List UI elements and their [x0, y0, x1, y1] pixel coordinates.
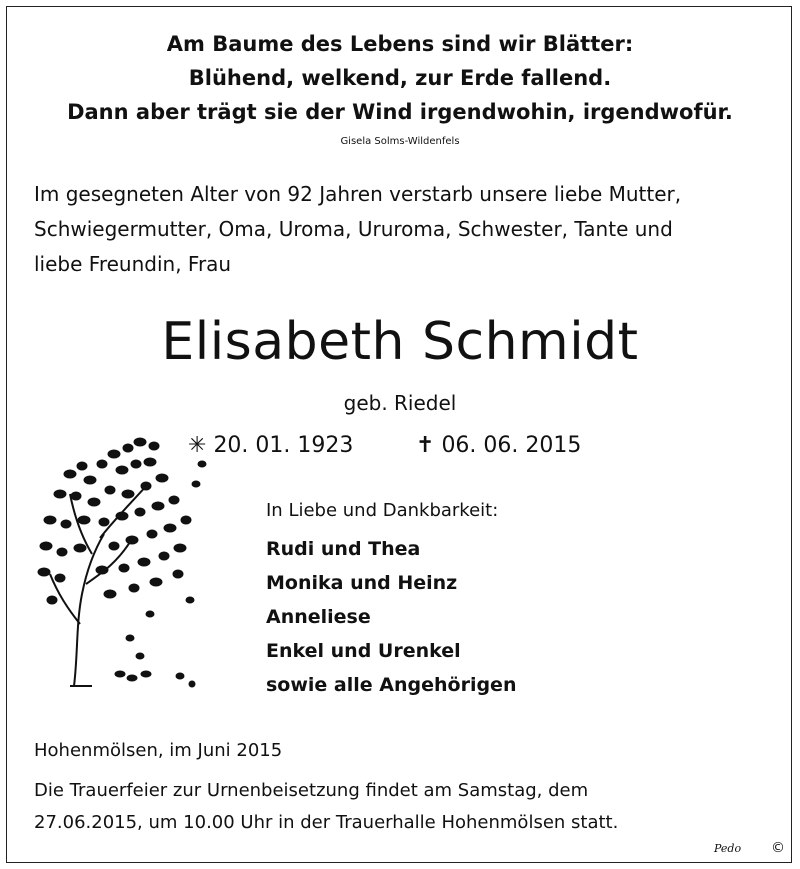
- intro-line-2: Schwiegermutter, Oma, Uroma, Ururoma, Schwester, Tante und: [34, 217, 673, 241]
- deceased-name: Elisabeth Schmidt: [161, 312, 639, 372]
- birth-star-icon: ✳: [188, 433, 207, 458]
- mourner-name: Rudi und Thea: [266, 538, 421, 560]
- maiden-name: geb. Riedel: [343, 391, 457, 415]
- designer-signature: Pedo: [714, 842, 742, 855]
- funeral-line-1: Die Trauerfeier zur Urnenbeisetzung findet am Samstag, dem: [34, 780, 589, 801]
- poem-line-3: Dann aber trägt sie der Wind irgendwohin, irgendwofür.: [67, 100, 733, 124]
- death-cross-icon: ✝: [416, 433, 435, 458]
- mourner-name: Enkel und Urenkel: [266, 640, 461, 662]
- death-date-group: [416, 433, 581, 458]
- place-date: Hohenmölsen, im Juni 2015: [34, 740, 283, 761]
- mourner-name: Anneliese: [266, 606, 371, 628]
- funeral-line-2: 27.06.2015, um 10.00 Uhr in der Trauerhalle Hohenmölsen statt.: [34, 812, 619, 833]
- poem-line-1: Am Baume des Lebens sind wir Blätter:: [166, 32, 634, 56]
- copyright-icon: ©: [771, 840, 785, 856]
- mourner-name: Monika und Heinz: [266, 572, 458, 594]
- mourners-heading: In Liebe und Dankbarkeit:: [266, 500, 499, 521]
- birth-date: 20. 01. 1923: [213, 433, 354, 458]
- poem-line-2: Blühend, welkend, zur Erde fallend.: [188, 66, 612, 90]
- mourner-name: sowie alle Angehörigen: [266, 674, 517, 696]
- intro-line-1: Im gesegneten Alter von 92 Jahren verstarb unsere liebe Mutter,: [34, 182, 682, 206]
- death-date: 06. 06. 2015: [441, 433, 582, 458]
- intro-line-3: liebe Freundin, Frau: [34, 252, 232, 276]
- tree-wind-leaves-icon: [30, 424, 220, 694]
- poem-author: Gisela Solms-Wildenfels: [340, 136, 460, 147]
